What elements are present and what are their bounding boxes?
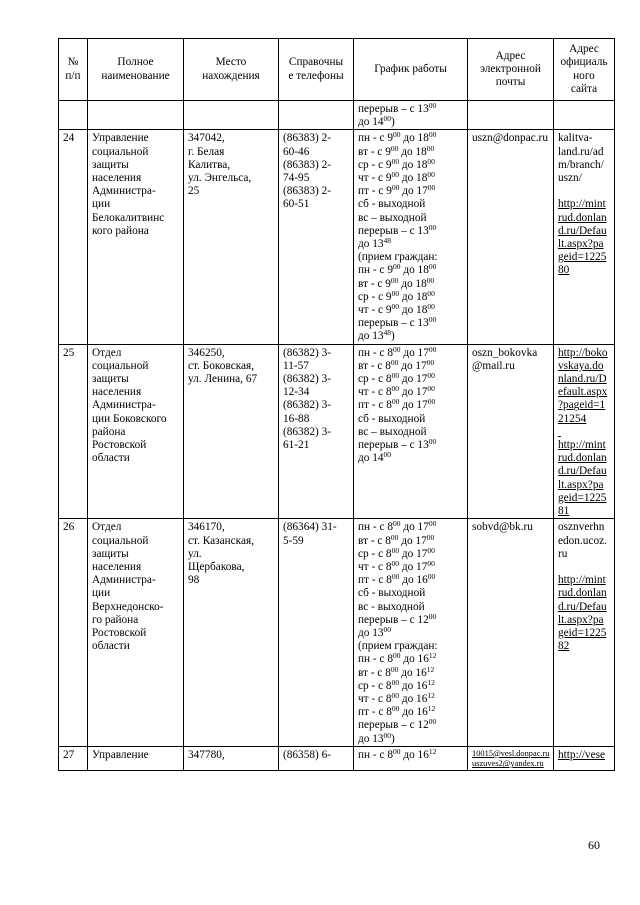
org-email (468, 519, 554, 746)
header-email: Адрес электронной почты (468, 39, 554, 101)
site-link[interactable]: nland.ru/D (558, 373, 607, 386)
location-line: ул. (188, 547, 202, 560)
org-name-line: населения (92, 560, 142, 573)
org-name-line: Ростовской (92, 626, 147, 639)
org-name-line: Управление (92, 132, 149, 145)
org-name-line: Ростовской (92, 439, 147, 452)
table-row (59, 130, 615, 344)
schedule-line: пн - с $8^{00}$ до $16^{12}$ (358, 746, 437, 761)
phone-line: (86383) 2- (283, 132, 332, 145)
location-line: 346250, (188, 346, 225, 359)
location-line: 25 (188, 185, 200, 198)
schedule-line: вс – выходной (358, 211, 427, 224)
site-line: kalitva- (558, 132, 593, 145)
org-name-line: населения (92, 172, 142, 185)
org-name-line: ции (92, 587, 111, 600)
org-name-line: Отдел (92, 521, 122, 534)
schedule-line: ср - с $8^{00}$ до $17^{00}$ (358, 545, 435, 560)
header-schedule: График работы (354, 39, 468, 101)
phone-line: 16-88 (283, 412, 310, 425)
org-name (88, 519, 184, 746)
site-line: edon.ucoz. (558, 534, 607, 547)
site-link[interactable]: vskaya.do (558, 359, 604, 372)
row-number: 26 (59, 519, 88, 746)
phone-line: (86383) 2- (283, 158, 332, 171)
org-name-line: социальной (92, 534, 149, 547)
site-link[interactable]: lt.aspx?pa (558, 613, 604, 626)
schedule-line: вт - с $8^{00}$ до $17^{00}$ (358, 357, 435, 372)
site-link[interactable]: geid=1225 (558, 251, 607, 264)
phone-line: (86383) 2- (283, 185, 332, 198)
site-link[interactable]: 21254 (558, 412, 587, 425)
site-link[interactable]: d.ru/Defau (558, 224, 607, 237)
location-line: 347042, (188, 132, 225, 145)
org-name-line: ции (92, 198, 111, 211)
site-link[interactable]: d.ru/Defau (558, 600, 607, 613)
schedule-line: до $14^{00}$ (358, 450, 392, 465)
location-line: ул. Энгельса, (188, 172, 252, 185)
org-email (468, 746, 554, 770)
site-link[interactable]: rud.donlan (558, 587, 607, 600)
site-link[interactable]: http://boko (558, 346, 608, 359)
site-link[interactable]: d.ru/Defau (558, 465, 607, 478)
schedule-line: пт - с $9^{00}$ до $17^{00}$ (358, 183, 436, 198)
schedule-line: ср - с $9^{00}$ до $18^{00}$ (358, 288, 435, 303)
org-name-line: социальной (92, 359, 149, 372)
site-link[interactable]: http://mint (558, 198, 606, 211)
header-num: № п/п (59, 39, 88, 101)
schedule-line: пн - с $9^{00}$ до $18^{00}$ (358, 262, 437, 277)
schedule-line: вт - с $8^{00}$ до $17^{00}$ (358, 532, 435, 547)
location-line: ул. Ленина, 67 (188, 373, 258, 386)
continuation-schedule-cell (354, 101, 468, 130)
table-row (59, 746, 615, 770)
email-line[interactable]: 10015@vesl.donpac.ru (472, 748, 550, 758)
row-number: 25 (59, 344, 88, 519)
schedule-line: до $13^{48}$) (358, 328, 395, 343)
location-line: 98 (188, 574, 200, 587)
org-schedule (354, 344, 468, 519)
org-site (554, 344, 615, 519)
org-name-line: Отдел (92, 346, 122, 359)
org-site (554, 519, 615, 746)
schedule-line: ср - с $8^{00}$ до $17^{00}$ (358, 371, 435, 386)
org-phones (279, 344, 354, 519)
org-site (554, 130, 615, 344)
org-name-line: социальной (92, 145, 149, 158)
phone-line: 74-95 (283, 172, 310, 185)
header-name: Полное наименование (88, 39, 184, 101)
site-link[interactable]: lt.aspx?pa (558, 478, 604, 491)
org-phones (279, 746, 354, 770)
phone-line: (86382) 3- (283, 399, 332, 412)
site-link[interactable] (558, 426, 610, 439)
schedule-line: до $14^{00}$) (358, 114, 395, 129)
site-link[interactable]: geid=1225 (558, 491, 607, 504)
schedule-line: сб - выходной (358, 412, 426, 425)
site-link[interactable]: 82 (558, 640, 570, 653)
org-name (88, 746, 184, 770)
location-line: Щербакова, (188, 560, 245, 573)
schedule-line: перерыв – с $12^{00}$ (358, 611, 437, 626)
org-location (184, 130, 279, 344)
org-name-line: области (92, 640, 130, 653)
org-name-line: кого района (92, 224, 149, 237)
table-row (59, 344, 615, 519)
site-line: osznverhn (558, 521, 605, 534)
phone-line: (86382) 3- (283, 346, 332, 359)
phone-line: 60-51 (283, 198, 310, 211)
org-name-line: Администра- (92, 399, 156, 412)
site-line: m/branch/ (558, 158, 604, 171)
site-link[interactable]: 80 (558, 264, 570, 277)
phone-line: (86358) 6- (283, 748, 332, 761)
phone-line: 61-21 (283, 439, 310, 452)
schedule-line: ср - с $8^{00}$ до $16^{12}$ (358, 677, 435, 692)
org-name-line: защиты (92, 373, 129, 386)
schedule-line: перерыв – с $13^{00}$ (358, 222, 437, 237)
table-header-row (59, 39, 615, 101)
email-line[interactable]: uszuves2@yandex.ru (472, 759, 544, 769)
site-line: land.ru/ad (558, 145, 604, 158)
org-name-line: Белокалитвинс (92, 211, 165, 224)
services-table (58, 38, 615, 771)
location-line: ст. Боковская, (188, 359, 255, 372)
location-line: 346170, (188, 521, 225, 534)
location-line: ст. Казанская, (188, 534, 255, 547)
phone-line: 12-34 (283, 386, 310, 399)
schedule-line: вт - с $9^{00}$ до $18^{00}$ (358, 275, 435, 290)
org-name-line: Администра- (92, 574, 156, 587)
phone-line: 60-46 (283, 145, 310, 158)
schedule-line: перерыв – с $13^{00}$ (358, 101, 437, 115)
site-link[interactable]: http://mint (558, 439, 606, 452)
site-link[interactable]: http://vese (558, 748, 606, 761)
org-schedule (354, 746, 468, 770)
schedule-line: до $13^{00}$) (358, 730, 395, 745)
org-name-line: Верхнедонско- (92, 600, 164, 613)
schedule-line: пн - с $8^{00}$ до $16^{12}$ (358, 651, 437, 666)
schedule-line: до $13^{00}$ (358, 624, 392, 639)
org-schedule (354, 519, 468, 746)
schedule-line: чт - с $8^{00}$ до $17^{00}$ (358, 558, 435, 573)
schedule-line: перерыв – с $13^{00}$ (358, 315, 437, 330)
phone-line: (86382) 3- (283, 373, 332, 386)
site-link[interactable]: rud.donlan (558, 452, 607, 465)
location-line: 347780, (188, 748, 225, 761)
org-phones (279, 519, 354, 746)
schedule-line: чт - с $9^{00}$ до $18^{00}$ (358, 302, 435, 317)
phone-line: (86364) 31- (283, 521, 337, 534)
org-name-line: го района (92, 613, 139, 626)
site-link[interactable]: ?pageid=1 (558, 399, 606, 412)
email-line: @mail.ru (472, 359, 515, 372)
email-line: uszn@donpac.ru (472, 132, 548, 145)
org-name-line: Администра- (92, 185, 156, 198)
site-link[interactable]: efault.aspx (558, 386, 608, 399)
location-line: Калитва, (188, 158, 231, 171)
schedule-line: сб - выходной (358, 587, 426, 600)
schedule-line: пн - с $9^{00}$ до $18^{00}$ (358, 130, 437, 145)
header-location: Место нахождения (184, 39, 279, 101)
org-name-line: защиты (92, 547, 129, 560)
schedule-line: перерыв – с $13^{00}$ (358, 437, 437, 452)
schedule-line: (прием граждан: (358, 640, 438, 653)
schedule-line: до $13^{48}$ (358, 236, 392, 251)
org-name (88, 130, 184, 344)
header-site: Адрес официаль ного сайта (554, 39, 615, 101)
schedule-line: пн - с $8^{00}$ до $17^{00}$ (358, 344, 437, 359)
continuation-row (59, 101, 615, 130)
phone-line: 11-57 (283, 359, 309, 372)
header-phones: Справочны е телефоны (279, 39, 354, 101)
page-number: 60 (588, 838, 600, 852)
schedule-line: сб - выходной (358, 198, 426, 211)
schedule-line: чт - с $8^{00}$ до $16^{12}$ (358, 690, 435, 705)
org-name-line: области (92, 452, 130, 465)
org-email (468, 344, 554, 519)
site-link[interactable]: 81 (558, 505, 570, 518)
table-row (59, 519, 615, 746)
site-line: ru (558, 547, 568, 560)
schedule-line: перерыв – с $12^{00}$ (358, 717, 437, 732)
schedule-line: вт - с $8^{00}$ до $16^{12}$ (358, 664, 435, 679)
org-email (468, 130, 554, 344)
phone-line: (86382) 3- (283, 425, 332, 438)
schedule-line: (прием граждан: (358, 251, 438, 264)
schedule-line: пт - с $8^{00}$ до $17^{00}$ (358, 397, 436, 412)
org-location (184, 519, 279, 746)
org-name-line: Управление (92, 748, 149, 761)
schedule-line: пт - с $8^{00}$ до $16^{00}$ (358, 572, 436, 587)
schedule-line: вт - с $9^{00}$ до $18^{00}$ (358, 143, 435, 158)
org-name (88, 344, 184, 519)
row-number: 24 (59, 130, 88, 344)
org-name-line: ции Боковского (92, 412, 167, 425)
org-phones (279, 130, 354, 344)
schedule-line: вс - выходной (358, 600, 425, 613)
location-line: г. Белая (188, 145, 225, 158)
schedule-line: пт - с $8^{00}$ до $16^{12}$ (358, 704, 436, 719)
org-site (554, 746, 615, 770)
schedule-line: чт - с $8^{00}$ до $17^{00}$ (358, 384, 435, 399)
org-location (184, 746, 279, 770)
site-link[interactable]: rud.donlan (558, 211, 607, 224)
site-link[interactable]: http://mint (558, 574, 606, 587)
row-number: 27 (59, 746, 88, 770)
site-link[interactable]: geid=1225 (558, 626, 607, 639)
org-name-line: населения (92, 386, 142, 399)
schedule-line: ср - с $9^{00}$ до $18^{00}$ (358, 156, 435, 171)
schedule-line: пн - с $8^{00}$ до $17^{00}$ (358, 519, 437, 534)
phone-line: 5-59 (283, 534, 304, 547)
schedule-line: вс – выходной (358, 425, 427, 438)
site-link[interactable]: lt.aspx?pa (558, 238, 604, 251)
org-name-line: защиты (92, 158, 129, 171)
org-location (184, 344, 279, 519)
email-line: oszn_bokovka (472, 346, 538, 359)
org-schedule (354, 130, 468, 344)
org-name-line: района (92, 425, 126, 438)
schedule-line: чт - с $9^{00}$ до $18^{00}$ (358, 170, 435, 185)
site-line: uszn/ (558, 172, 582, 185)
email-line: sobvd@bk.ru (472, 521, 533, 534)
